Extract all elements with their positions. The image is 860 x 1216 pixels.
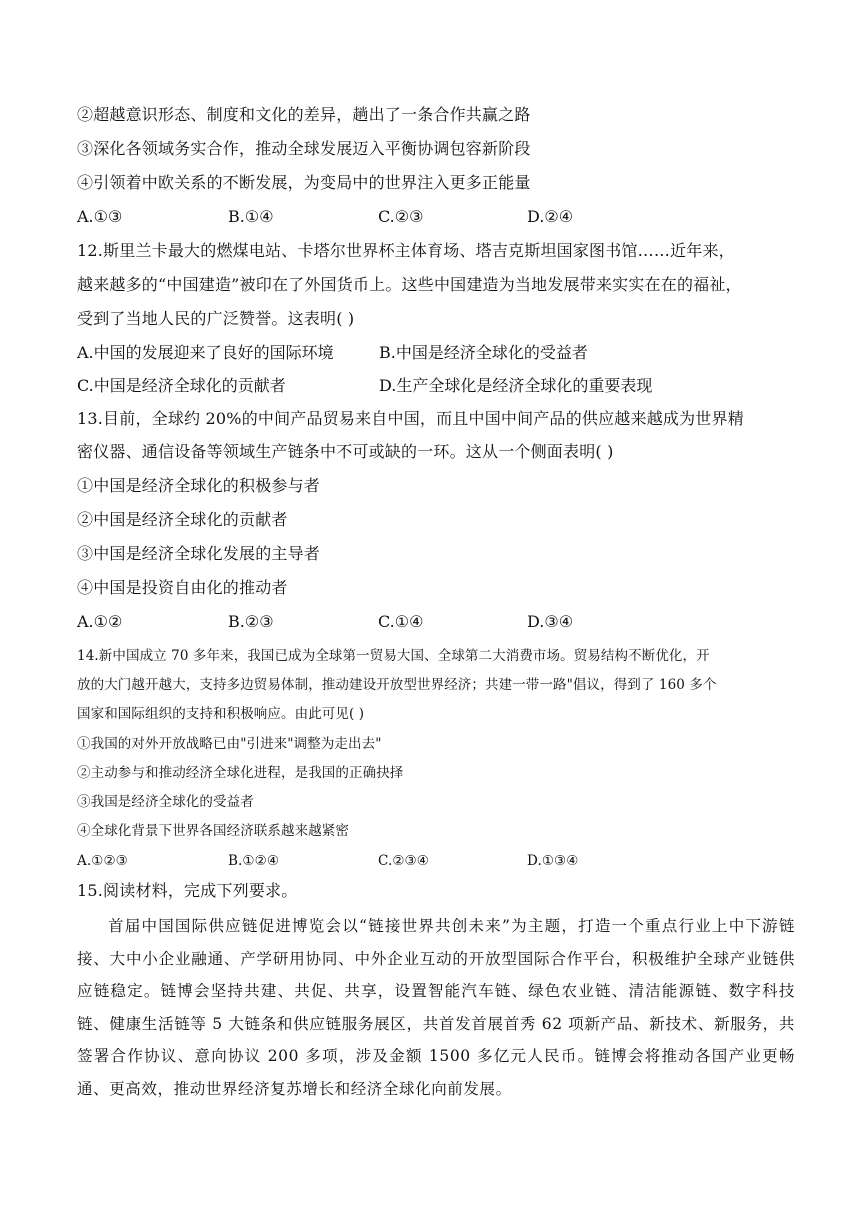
q14-option-d[interactable]: D.①③④ [527, 853, 579, 869]
q14-option-a[interactable]: A.①②③ [77, 853, 128, 869]
q12-stem-line-1: 12.斯里兰卡最大的燃煤电站、卡塔尔世界杯主体育场、塔吉克斯坦国家图书馆……近年来， [77, 241, 735, 260]
q13-option-c[interactable]: C.①④ [378, 612, 424, 631]
q13-option-b[interactable]: B.②③ [228, 612, 274, 631]
q11-item-3: ③深化各领域务实合作，推动全球发展迈入平衡协调包容新阶段 [77, 139, 531, 158]
q11-option-c[interactable]: C.②③ [378, 207, 424, 226]
q12-option-a[interactable]: A.中国的发展迎来了良好的国际环境 [77, 343, 334, 362]
q14-item-1: ①我国的对外开放战略已由"引进来"调整为走出去" [77, 736, 382, 752]
q12-option-d[interactable]: D.生产全球化是经济全球化的重要表现 [379, 376, 653, 395]
q12-option-b[interactable]: B.中国是经济全球化的受益者 [379, 343, 588, 362]
q14-stem-line-2: 放的大门越开越大，支持多边贸易体制，推动建设开放型世界经济；共建一带一路"倡议，得到了 160 多个 [77, 677, 717, 693]
q14-item-3: ③我国是经济全球化的受益者 [77, 794, 254, 810]
q14-stem-line-1: 14.新中国成立 70 多年来，我国已成为全球第一贸易大国、全球第二大消费市场。贸易结构不断优化，开 [77, 648, 710, 664]
q15-material-text: 首届中国国际供应链促进博览会以“链接世界共创未来”为主题，打造一个重点行业上中下游链接、大中小企业融通、产学研用协同、中外企业互动的开放型国际合作平台，积极维护全球产业链供应链稳定。链博会坚持共建、共促、共享，设置智能汽车链、绿色农业链、清洁能源链、数字科技链、健康生活链等 5 大链条和供应链服务展区，共首发首展首秀 62 项新产品、新技术、新服务，共签署合作协议、意向协议 200 多项，涉及金额 1500 多亿元人民币。链博会将推动各国产业更畅通、更高效，推动世界经济复苏增长和经济全球化向前发展。 [77, 917, 795, 1098]
q13-option-a[interactable]: A.①② [77, 612, 123, 631]
q12-option-c[interactable]: C.中国是经济全球化的贡献者 [77, 376, 286, 395]
q14-option-b[interactable]: B.①②④ [228, 853, 280, 869]
q14-stem-line-3: 国家和国际组织的支持和积极响应。由此可见( ) [77, 706, 365, 722]
q11-item-4: ④引领着中欧关系的不断发展，为变局中的世界注入更多正能量 [77, 173, 531, 192]
q11-option-d[interactable]: D.②④ [527, 207, 574, 226]
q11-item-2: ②超越意识形态、制度和文化的差异，趟出了一条合作共赢之路 [77, 105, 531, 124]
q13-item-1: ①中国是经济全球化的积极参与者 [77, 476, 321, 495]
q13-item-2: ②中国是经济全球化的贡献者 [77, 510, 288, 529]
q14-item-4: ④全球化背景下世界各国经济联系越来越紧密 [77, 823, 349, 839]
q12-stem-line-3: 受到了当地人民的广泛赞誉。这表明( ) [77, 309, 355, 328]
q14-option-c[interactable]: C.②③④ [378, 853, 429, 869]
q13-item-3: ③中国是经济全球化发展的主导者 [77, 544, 321, 563]
q11-option-b[interactable]: B.①④ [228, 207, 274, 226]
q13-item-4: ④中国是投资自由化的推动者 [77, 578, 288, 597]
q11-option-a[interactable]: A.①③ [77, 207, 123, 226]
q15-material [77, 910, 795, 1105]
q14-item-2: ②主动参与和推动经济全球化进程，是我国的正确抉择 [77, 765, 404, 781]
q13-stem-line-2: 密仪器、通信设备等领域生产链条中不可或缺的一环。这从一个侧面表明( ) [77, 442, 614, 461]
q12-stem-line-2: 越来越多的“中国建造”被印在了外国货币上。这些中国建造为当地发展带来实实在在的福祉， [77, 275, 742, 294]
q13-option-d[interactable]: D.③④ [527, 612, 574, 631]
q13-stem-line-1: 13.目前，全球约 20%的中间产品贸易来自中国，而且中国中间产品的供应越来越成为世界精 [77, 409, 744, 428]
q15-stem: 15.阅读材料，完成下列要求。 [77, 881, 298, 900]
